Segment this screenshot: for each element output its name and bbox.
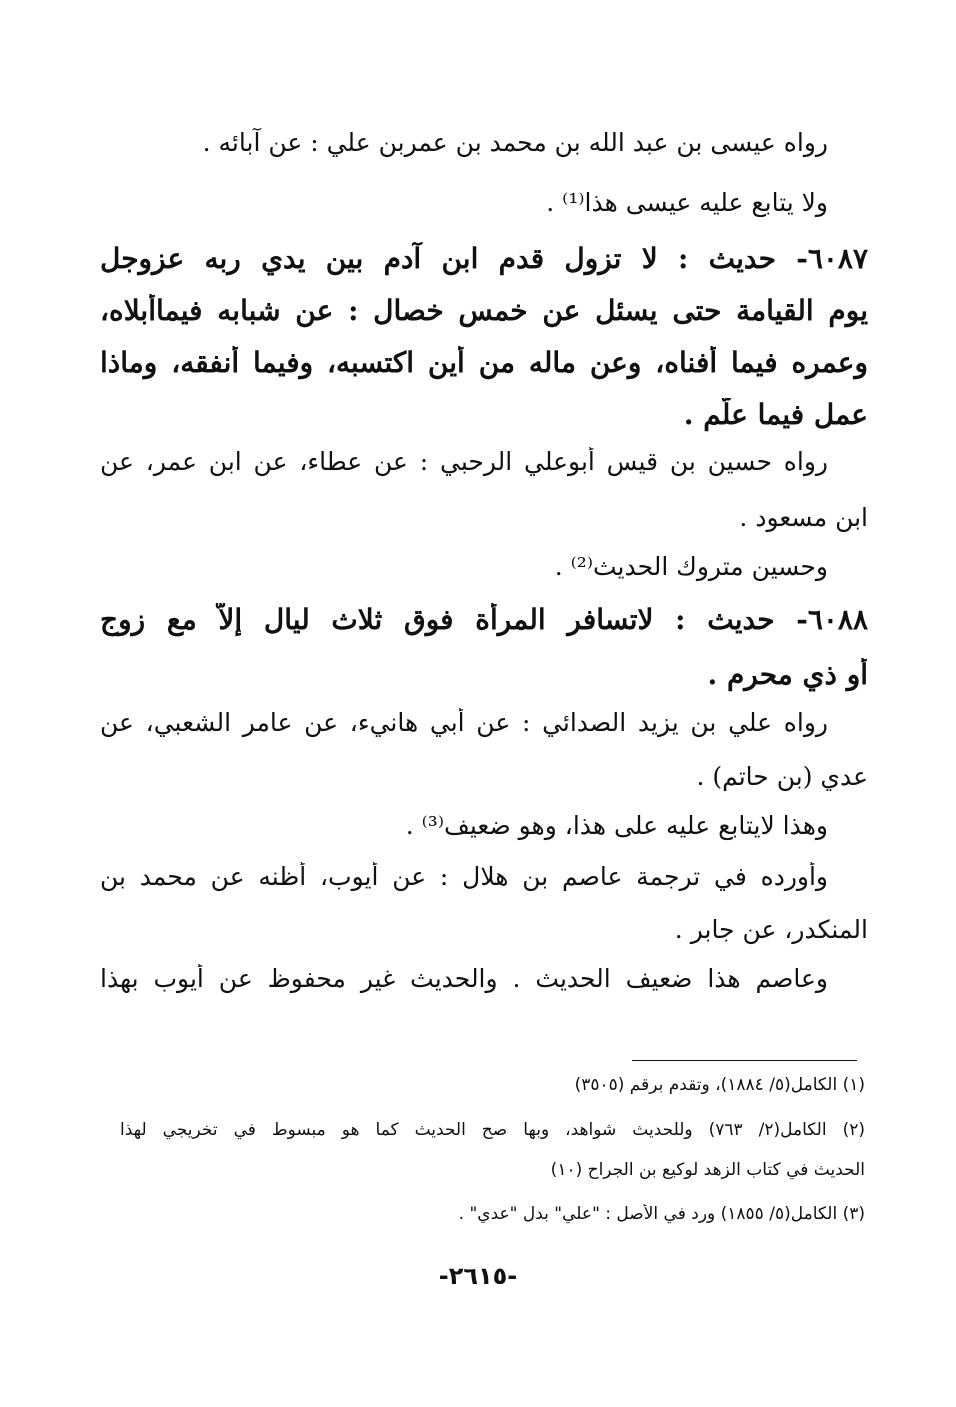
hadith-6088-heading-line-2: أو ذي محرم .: [707, 658, 868, 691]
body-line-1: رواه عيسى بن عبد الله بن محمد بن عمربن علي : عن آبائه .: [202, 128, 828, 157]
hadith-6087-heading-line-4: عمل فيما علّم .: [683, 398, 868, 431]
body-line-2: ولا يتابع عليه عيسى هذا⁽¹⁾ .: [546, 188, 828, 217]
hadith-6087-heading-line-2: يوم القيامة حتى يسئل عن خمس خصال : عن شبابه فيماأبلاه،: [100, 294, 868, 327]
footnote-1: (١) الكامل(٥/ ١٨٨٤)، وتقدم برقم (٣٥٠٥): [574, 1075, 865, 1095]
body-line-narration-2: ابن مسعود .: [739, 503, 868, 532]
body-line-narration-5: وأورده في ترجمة عاصم بن هلال : عن أيوب، أظنه عن محمد بن: [100, 862, 828, 891]
body-line-grading-3: وعاصم هذا ضعيف الحديث . والحديث غير محفوظ عن أيوب بهذا: [100, 964, 828, 993]
footnote-3: (٣) الكامل(٥/ ١٨٥٥) ورد في الأصل : "علي" بدل "عدي" .: [458, 1204, 865, 1224]
hadith-6088-heading-line-1: ٦٠٨٨- حديث : لاتسافر المرأة فوق ثلاث ليال إلاّ مع زوج: [100, 603, 868, 636]
body-line-narration-1: رواه حسين بن قيس أبوعلي الرحبي : عن عطاء، عن ابن عمر، عن: [100, 447, 828, 476]
body-line-grading-1: وحسين متروك الحديث⁽²⁾ .: [554, 552, 828, 581]
hadith-6087-heading-line-1: ٦٠٨٧- حديث : لا تزول قدم ابن آدم بين يدي ربه عزوجل: [100, 242, 868, 275]
hadith-6087-heading-line-3: وعمره فيما أفناه، وعن ماله من أين اكتسبه، وفيما أنفقه، وماذا: [100, 346, 868, 379]
footnote-2-line-1: (٢) الكامل(٢/ ٧٦٣) وللحديث شواهد، وبها صح الحديث كما هو مبسوط في تخريجي لهذا: [120, 1120, 865, 1140]
footnote-2-line-2: الحديث في كتاب الزهد لوكيع بن الجراح (١٠): [550, 1160, 865, 1180]
body-line-narration-4: عدي (بن حاتم) .: [696, 762, 868, 791]
page-number: -٢٦١٥-: [438, 1262, 518, 1290]
body-line-narration-3: رواه علي بن يزيد الصدائي : عن أبي هانيء، عن عامر الشعبي، عن: [100, 708, 828, 737]
body-line-grading-2: وهذا لايتابع عليه على هذا، وهو ضعيف⁽³⁾ .: [405, 811, 828, 840]
footnote-separator: [632, 1060, 857, 1061]
body-line-narration-6: المنكدر، عن جابر .: [674, 915, 868, 944]
